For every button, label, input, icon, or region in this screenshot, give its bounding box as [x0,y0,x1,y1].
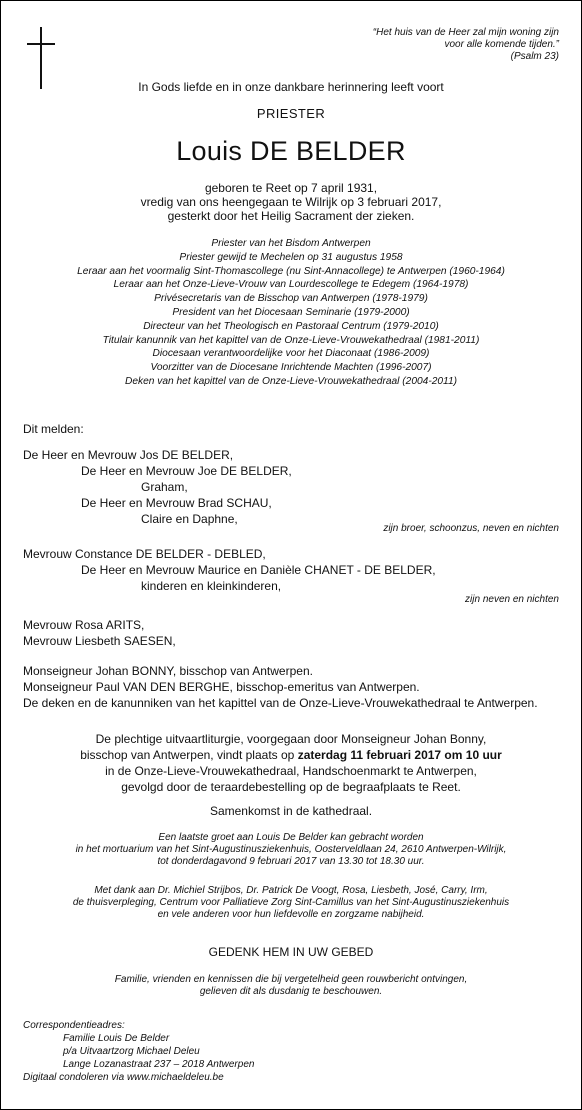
family-line: De Heer en Mevrouw Brad SCHAU, [81,496,272,510]
psalm-quote [373,27,559,63]
thanks-line: en vele anderen voor hun liefdevolle en zorgzame nabijheid. [157,909,425,920]
family-line: Claire en Daphne, [141,512,238,526]
career-item: Diocesaan verantwoordelijke voor het Diaconaat (1986-2009) [152,348,430,360]
gathering-text: Samenkomst in de kathedraal. [209,804,373,818]
cross-icon-bar [27,43,55,45]
family-line: Mevrouw Constance DE BELDER - DEBLED, [23,547,266,561]
family-line: De Heer en Mevrouw Jos DE BELDER, [23,448,234,462]
remember-text: GEDENK HEM IN UW GEBED [208,945,374,959]
career-item: Priester gewijd te Mechelen op 31 augustus 1958 [179,251,403,263]
deceased-name: Louis DE BELDER [176,136,406,166]
funeral-date: zaterdag 11 februari 2017 om 10 uur [297,748,502,762]
quote-line: voor alle komende tijden.” [444,39,559,50]
clergy-line: Monseigneur Paul VAN DEN BERGHE, bisschop-emeritus van Antwerpen. [23,680,420,694]
farewell-line: tot donderdagavond 9 februari 2017 van 13.30 tot 18.30 uur. [157,856,425,867]
funeral-line: in de Onze-Lieve-Vrouwekathedraal, Handschoenmarkt te Antwerpen, [105,764,477,778]
funeral-details [1,731,581,795]
notice-line: Familie, vrienden en kennissen die bij vergetelheid geen rouwbericht ontvingen, [114,974,468,985]
thanks-info [1,885,581,921]
announce-text: Dit melden: [23,422,84,436]
family-line: De Heer en Mevrouw Maurice en Danièle CHANET - DE BELDER, [81,563,436,577]
family-line: De Heer en Mevrouw Joe DE BELDER, [81,464,292,478]
intro-text: In Gods liefde en in onze dankbare herinnering leeft voort [138,80,444,94]
career-item: President van het Diocesaan Seminarie (1979-2000) [172,306,410,318]
family-relation-1: zijn broer, schoonzus, neven en nichten [383,523,559,534]
quote-reference: (Psalm 23) [510,51,559,62]
birth-line: geboren te Reet op 7 april 1931, [204,181,378,195]
death-line: vredig van ons heengegaan te Wilrijk op 3 februari 2017, [140,195,442,209]
clergy-line: De deken en de kanunniken van het kapittel van de Onze-Lieve-Vrouwekathedraal te Antwerpen. [23,696,538,710]
thanks-line: de thuisverpleging, Centrum voor Palliatieve Zorg Sint-Camillus van het Sint-Augustinusziekenhuis [72,897,510,908]
condolence-link[interactable]: Digitaal condoleren via www.michaeldeleu.be [23,1072,224,1083]
correspondence-line: Familie Louis De Belder [63,1033,170,1044]
notice-line: gelieven dit als dusdanig te beschouwen. [199,986,383,997]
farewell-line: Een laatste groet aan Louis De Belder kan gebracht worden [158,832,424,843]
funeral-line: gevolgd door de teraardebestelling op de begraafplaats te Reet. [121,780,461,794]
funeral-line [1,747,581,763]
career-item: Leraar aan het voormalig Sint-Thomascollege (nu Sint-Annacollege) te Antwerpen (1960-1964) [77,265,505,277]
clergy-line: Monseigneur Johan BONNY, bisschop van Antwerpen. [23,664,313,678]
career-item: Directeur van het Theologisch en Pastoraal Centrum (1979-2010) [143,320,439,332]
family-relation-2: zijn neven en nichten [465,594,559,605]
correspondence-label: Correspondentieadres: [23,1020,125,1031]
career-item: Voorzitter van de Diocesane Inrichtende Machten (1996-2007) [150,362,432,374]
other-line: Mevrouw Rosa ARITS, [23,618,145,632]
career-item: Titulair kanunnik van het kapittel van de Onze-Lieve-Vrouwekathedraal (1981-2011) [102,334,480,346]
career-item: Leraar aan het Onze-Lieve-Vrouw van Lourdescollege te Edegem (1964-1978) [113,279,469,291]
career-list [1,237,581,389]
farewell-line: in het mortuarium van het Sint-Augustinusziekenhuis, Oosterveldlaan 24, 2610 Antwerpen-Wilrijk, [75,844,507,855]
family-line: kinderen en kleinkinderen, [141,579,282,593]
career-item: Priester van het Bisdom Antwerpen [211,238,371,249]
title-text: PRIESTER [256,106,326,121]
funeral-line: De plechtige uitvaartliturgie, voorgegaan door Monseigneur Johan Bonny, [95,732,487,746]
family-group-2 [23,546,436,594]
correspondence-block [23,1019,254,1084]
life-dates [1,181,581,223]
quote-line: “Het huis van de Heer zal mijn woning zijn [372,27,559,38]
notice-info [1,974,581,998]
others-group [23,617,176,649]
other-line: Mevrouw Liesbeth SAESEN, [23,634,176,648]
family-line: Graham, [141,480,188,494]
funeral-line-text: bisschop van Antwerpen, vindt plaats op [80,748,298,762]
correspondence-line: Lange Lozanastraat 237 – 2018 Antwerpen [63,1059,255,1070]
thanks-line: Met dank aan Dr. Michiel Strijbos, Dr. Patrick De Voogt, Rosa, Liesbeth, José, Carry, Irm, [94,885,488,896]
career-item: Privésecretaris van de Bisschop van Antwerpen (1978-1979) [154,293,428,305]
clergy-group [23,663,538,711]
career-item: Deken van het kapittel van de Onze-Lieve-Vrouwekathedraal (2004-2011) [124,375,458,387]
farewell-info [1,832,581,868]
sacrament-line: gesterkt door het Heilig Sacrament der zieken. [167,209,415,223]
correspondence-line: p/a Uitvaartzorg Michael Deleu [63,1046,200,1057]
family-group-1 [23,447,292,527]
